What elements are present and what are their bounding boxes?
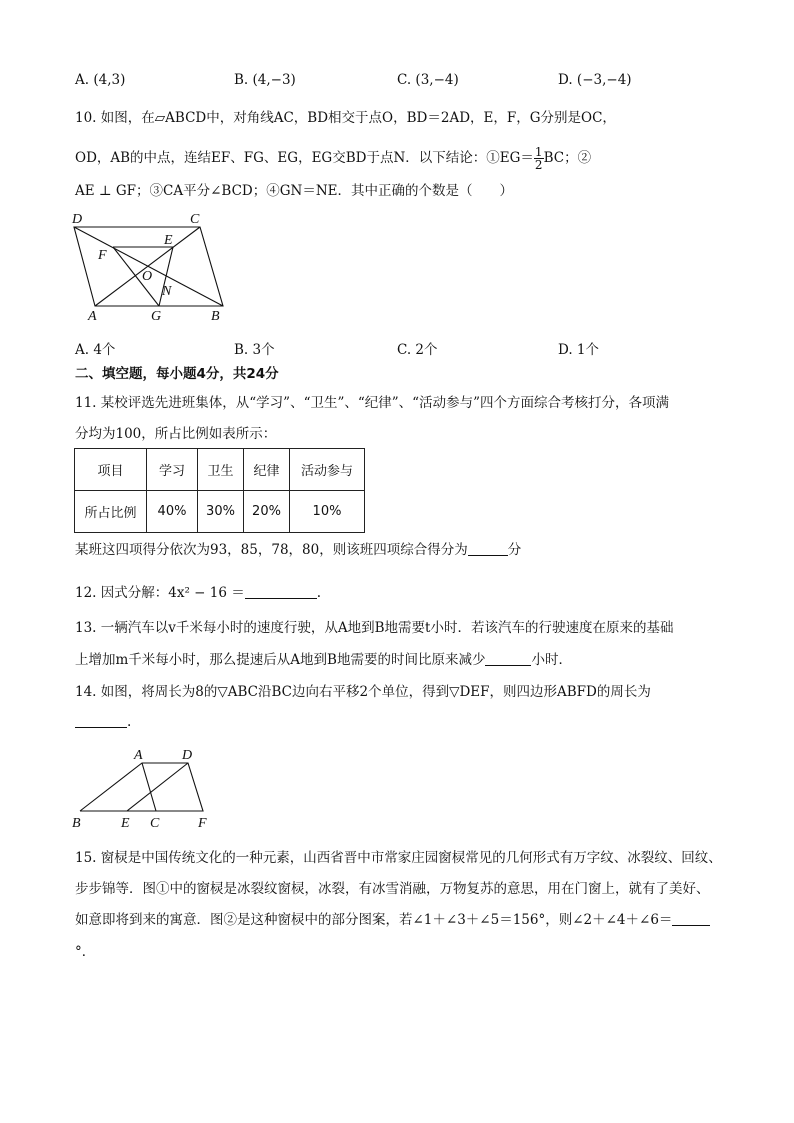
label-f: F (198, 816, 207, 831)
q12-text: 12. 因式分解：4x² − 16 ＝ (75, 585, 245, 601)
q11-line-3-unit: 分 (507, 542, 522, 558)
answer-blank[interactable] (485, 651, 531, 666)
table-cell: 纪律 (244, 449, 290, 491)
q9-option-c: C. (3,−4) (397, 72, 459, 88)
answer-blank[interactable] (672, 911, 710, 926)
q10-line-2-text: OD，AB的中点，连结EF、FG、EG，EG交BD于点N．以下结论：①EG＝ (75, 150, 534, 166)
label-o: O (142, 269, 153, 284)
q14-translation-figure (66, 742, 216, 832)
label-a: A (134, 748, 143, 763)
table-cell: 所占比例 (75, 491, 147, 533)
table-header-row (75, 449, 365, 491)
table-cell: 学习 (147, 449, 198, 491)
q12-line (75, 583, 321, 603)
q9-option-a: A. (4,3) (75, 72, 126, 88)
q13-line-2 (75, 650, 572, 670)
answer-blank[interactable] (75, 713, 127, 728)
label-n: N (162, 284, 172, 299)
q14-end: . (127, 714, 132, 730)
q14-line-1: 14. 如图，将周长为8的▽ABC沿BC边向右平移2个单位，得到▽DEF，则四边形ABFD的周长为 (75, 684, 651, 700)
q13-line-1: 13. 一辆汽车以v千米每小时的速度行驶，从A地到B地需要t小时．若该汽车的行驶速度在原来的基础 (75, 620, 674, 636)
q14-line-2 (75, 712, 131, 732)
fraction-numerator: 1 (534, 145, 543, 159)
segment-ed (127, 763, 188, 811)
label-f: F (98, 248, 107, 263)
q15-line-1: 15. 窗棂是中国传统文化的一种元素，山西省晋中市常家庄园窗棂常见的几何形式有万字纹、冰裂纹、回纹、 (75, 850, 722, 866)
q15-line-3 (75, 910, 710, 930)
q10-line-2-tail: BC；② (543, 150, 592, 166)
label-b: B (211, 309, 220, 324)
q15-line-4: °． (75, 944, 96, 960)
q9-option-b: B. (4,−3) (234, 72, 296, 88)
label-d: D (72, 212, 83, 227)
table-cell: 项目 (75, 449, 147, 491)
q11-line-1: 11. 某校评选先进班集体，从“学习”、“卫生”、“纪律”、“活动参与”四个方面综合考核打分，各项满 (75, 395, 669, 411)
q12-end: . (316, 585, 322, 601)
fraction-denominator: 2 (534, 158, 543, 172)
segment-ac (142, 763, 156, 811)
label-g: G (151, 309, 162, 324)
q9-option-d: D. (−3,−4) (558, 72, 632, 88)
q13-line-2-unit: 小时． (531, 652, 572, 668)
q10-fraction (534, 146, 544, 171)
quadrilateral-abfd (80, 763, 203, 811)
table-cell: 10% (290, 491, 365, 533)
table-cell: 活动参与 (290, 449, 365, 491)
q11-line-3-text: 某班这四项得分依次为93，85，78，80，则该班四项综合得分为 (75, 542, 468, 558)
label-e: E (164, 233, 173, 248)
q10-option-d: D. 1个 (558, 342, 600, 358)
diagonal-bd (74, 227, 223, 306)
q10-option-a: A. 4个 (75, 342, 116, 358)
table-row (75, 491, 365, 533)
q10-line-1: 10. 如图，在▱ABCD中，对角线AC，BD相交于点O，BD＝2AD，E，F，G分别是OC， (75, 110, 616, 126)
label-b: B (72, 816, 81, 831)
label-c: C (150, 816, 160, 831)
q13-line-2-text: 上增加m千米每小时，那么提速后从A地到B地需要的时间比原来减少 (75, 652, 486, 668)
label-d: D (182, 748, 193, 763)
table-cell: 20% (244, 491, 290, 533)
label-c: C (190, 212, 200, 227)
table-cell: 30% (198, 491, 244, 533)
q10-parallelogram-figure (60, 208, 240, 326)
answer-blank[interactable] (468, 541, 508, 556)
label-e: E (121, 816, 130, 831)
q10-option-b: B. 3个 (234, 342, 275, 358)
weight-table (74, 448, 365, 533)
section-2-title: 二、填空题，每小题4分，共24分 (75, 366, 279, 382)
q10-line-2 (75, 146, 591, 171)
q15-line-3-text: 如意即将到来的寓意．图②是这种窗棂中的部分图案，若∠1＋∠3＋∠5＝156°，则∠2＋∠4＋∠6＝ (75, 912, 673, 928)
q11-line-2: 分均为100，所占比例如表所示： (75, 426, 277, 442)
label-a: A (88, 309, 97, 324)
q10-line-3: AE ⊥ GF；③CA平分∠BCD；④GN＝NE．其中正确的个数是（ ） (75, 183, 514, 199)
table-cell: 40% (147, 491, 198, 533)
q10-option-c: C. 2个 (397, 342, 438, 358)
table-cell: 卫生 (198, 449, 244, 491)
answer-blank[interactable] (245, 584, 317, 599)
q15-line-2: 步步锦等．图①中的窗棂是冰裂纹窗棂，冰裂，有冰雪消融，万物复苏的意思，用在门窗上，就有了美好、 (75, 881, 710, 897)
q11-line-3 (75, 540, 521, 560)
